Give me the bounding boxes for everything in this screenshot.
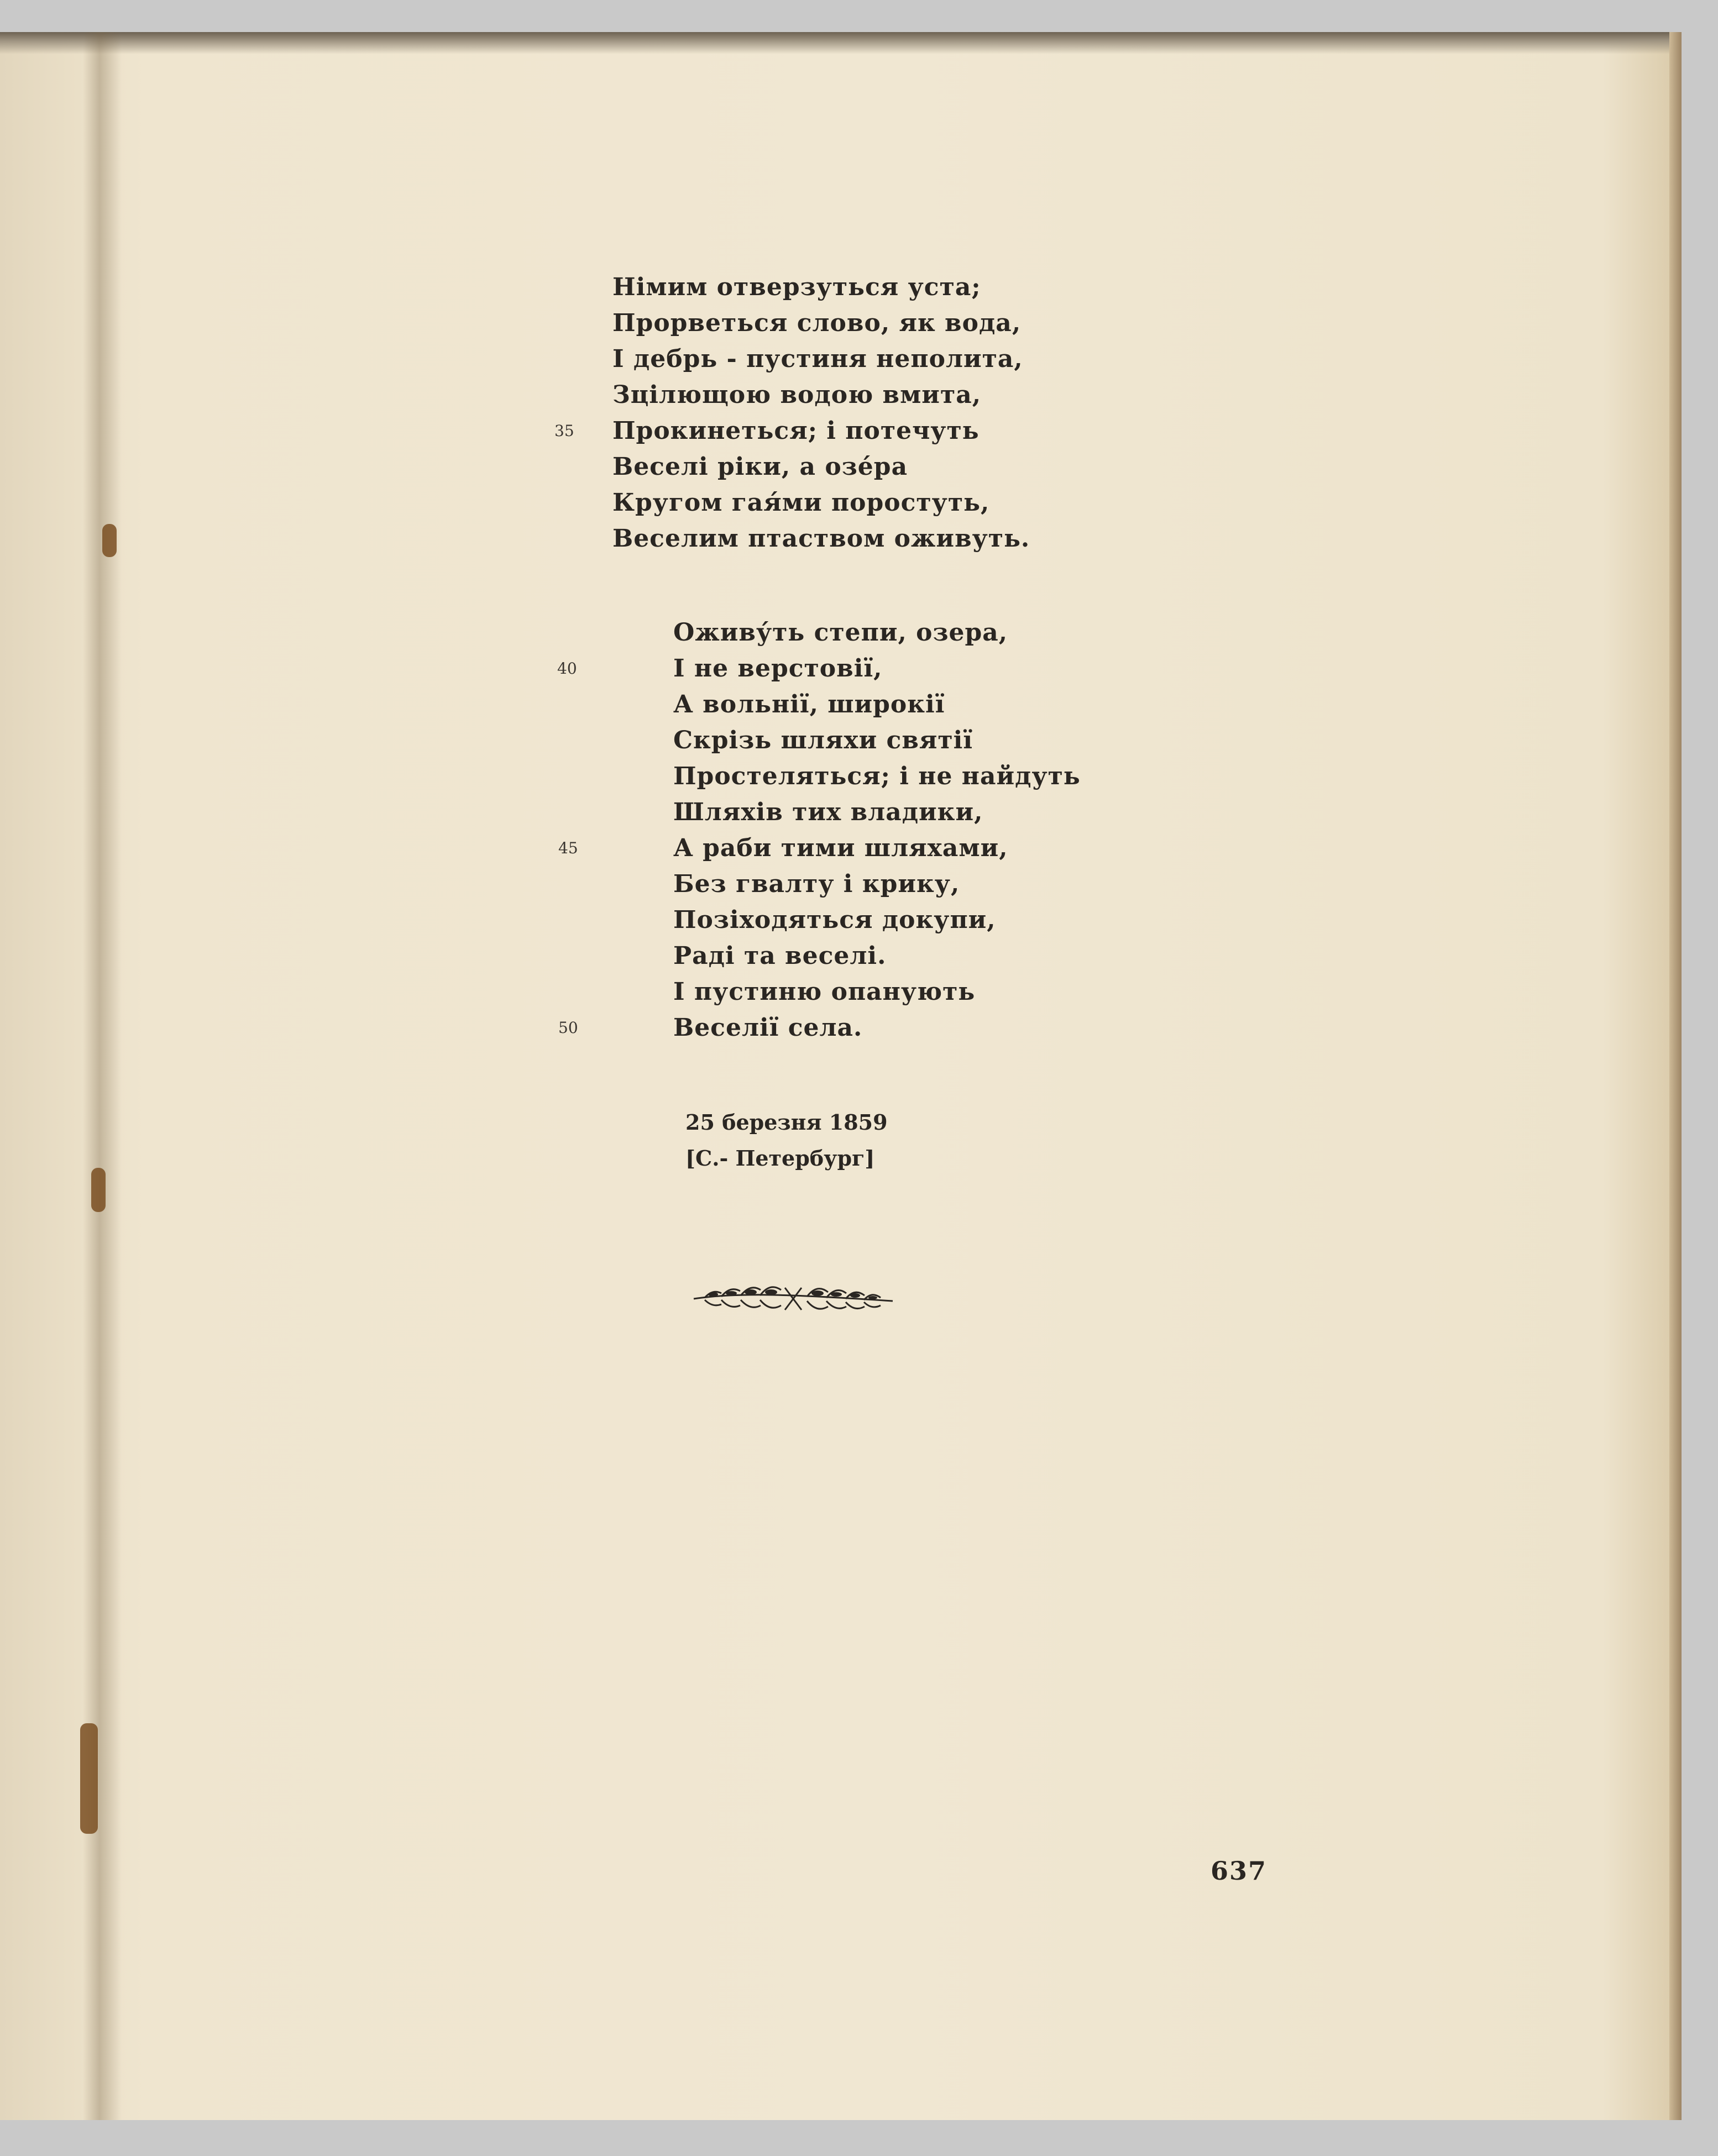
stanza2-line-8: Без гвалту і крику, [673, 870, 960, 898]
stanza2-line-4: Скрізь шляхи святії [673, 726, 973, 754]
stanza1-line-7: Кругом гая́ми поростуть, [612, 489, 990, 517]
stanza1-line-8: Веселим птаством оживуть. [612, 524, 1030, 553]
laurel-ornament-icon [688, 1276, 898, 1320]
stanza2-line-1: Оживу́ть степи, озера, [673, 618, 1008, 647]
stanza1-line-4: Зцілющою водою вмита, [612, 381, 982, 409]
line-number-45: 45 [558, 839, 578, 857]
stanza2-line-6: Шляхів тих владики, [673, 798, 983, 826]
stanza1-line-3: І дебрь - пустиня неполита, [612, 345, 1023, 373]
stanza1-line-5: Прокинеться; і потечуть [612, 417, 980, 445]
stanza2-line-5: Простеляться; і не найдуть [673, 762, 1081, 790]
stanza2-line-2: І не верстовії, [673, 654, 883, 683]
stanza1-line-6: Веселі ріки, а озе́ра [612, 453, 908, 481]
poem-text [0, 32, 1682, 2120]
stanza2-line-12: Веселії села. [673, 1014, 863, 1042]
stanza2-line-7: А раби тими шляхами, [673, 834, 1008, 862]
line-number-50: 50 [558, 1019, 578, 1037]
line-number-40: 40 [557, 659, 577, 678]
poem-date: 25 березня 1859 [685, 1110, 888, 1135]
book-page [0, 32, 1682, 2120]
stanza2-line-9: Позіходяться докупи, [673, 906, 996, 934]
stanza1-line-2: Прорветься слово, як вода, [612, 309, 1022, 337]
stanza1-line-1: Німим отверзуться уста; [612, 273, 981, 301]
line-number-35: 35 [554, 422, 574, 440]
stanza2-line-11: І пустиню опанують [673, 978, 976, 1006]
poem-place: [С.- Петербург] [685, 1146, 875, 1171]
page-number: 637 [1211, 1856, 1267, 1886]
stanza2-line-10: Раді та веселі. [673, 942, 887, 970]
stanza2-line-3: А вольнії, широкії [673, 690, 945, 718]
